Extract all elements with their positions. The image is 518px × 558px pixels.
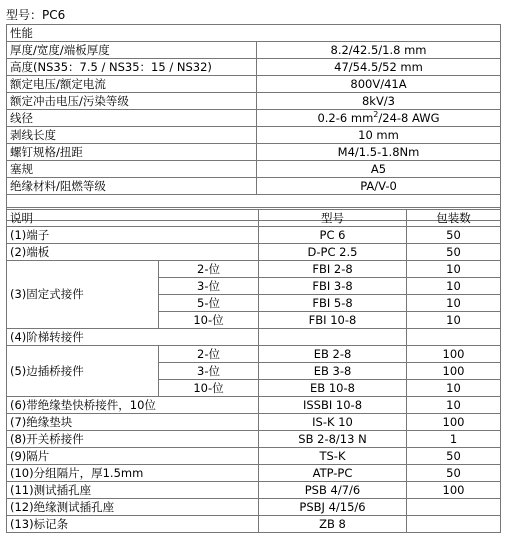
part-qty: 1	[407, 431, 501, 448]
spec-row	[7, 161, 501, 178]
part-desc-group: (5)边插桥接件	[7, 346, 159, 397]
part-qty: 100	[407, 414, 501, 431]
table-row	[7, 414, 501, 431]
part-desc: (4)阶梯转接件	[7, 329, 259, 346]
spec-label: 厚度/宽度/端板厚度	[7, 42, 257, 59]
spec-row	[7, 127, 501, 144]
table-row	[7, 448, 501, 465]
spec-value: 8.2/42.5/1.8 mm	[257, 42, 501, 59]
table-row	[7, 431, 501, 448]
wire-gauge-main: 0.2-6 mm	[317, 110, 374, 125]
spec-value: PA/V-0	[257, 178, 501, 195]
spec-value: M4/1.5-1.8Nm	[257, 144, 501, 161]
part-sub: 2-位	[159, 261, 259, 278]
part-desc: (9)隔片	[7, 448, 259, 465]
part-model: FBI 10-8	[259, 312, 407, 329]
part-qty: 10	[407, 278, 501, 295]
spec-row	[7, 178, 501, 195]
spec-value: 47/54.5/52 mm	[257, 59, 501, 76]
table-row	[7, 465, 501, 482]
blank-cell	[7, 195, 501, 208]
part-model: TS-K	[259, 448, 407, 465]
table-row	[7, 244, 501, 261]
part-desc: (12)绝缘测试插孔座	[7, 499, 259, 516]
spec-label: 绝缘材料/阻燃等级	[7, 178, 257, 195]
spec-row	[7, 59, 501, 76]
section-title: 性能	[7, 25, 501, 42]
table-row	[7, 346, 501, 363]
table-row	[7, 261, 501, 278]
part-desc: (8)开关桥接件	[7, 431, 259, 448]
part-sub: 3-位	[159, 363, 259, 380]
part-sub: 10-位	[159, 380, 259, 397]
specs-section-header	[7, 25, 501, 42]
part-sub: 3-位	[159, 278, 259, 295]
part-qty	[407, 329, 501, 346]
part-model: SB 2-8/13 N	[259, 431, 407, 448]
spec-label: 剥线长度	[7, 127, 257, 144]
part-qty	[407, 516, 501, 533]
part-sub: 2-位	[159, 346, 259, 363]
parts-header-row	[7, 210, 501, 227]
table-row	[7, 397, 501, 414]
part-model: PC 6	[259, 227, 407, 244]
part-desc: (7)绝缘垫块	[7, 414, 259, 431]
part-model: EB 3-8	[259, 363, 407, 380]
part-qty: 10	[407, 397, 501, 414]
parts-table	[6, 209, 501, 533]
part-desc: (2)端板	[7, 244, 259, 261]
specs-table	[6, 24, 501, 221]
part-desc: (6)带绝缘垫快桥接件，10位	[7, 397, 259, 414]
part-qty: 100	[407, 363, 501, 380]
spec-value: 10 mm	[257, 127, 501, 144]
table-row	[7, 516, 501, 533]
part-desc: (1)端子	[7, 227, 259, 244]
wire-gauge-awg: /24-8 AWG	[378, 110, 440, 125]
part-qty: 50	[407, 465, 501, 482]
part-model: PSB 4/7/6	[259, 482, 407, 499]
part-desc: (11)测试插孔座	[7, 482, 259, 499]
part-sub: 10-位	[159, 312, 259, 329]
part-qty: 10	[407, 380, 501, 397]
table-row	[7, 329, 501, 346]
spec-label: 额定冲击电压/污染等级	[7, 93, 257, 110]
part-model: EB 2-8	[259, 346, 407, 363]
part-qty: 10	[407, 261, 501, 278]
part-desc-group: (3)固定式接件	[7, 261, 159, 329]
part-qty: 10	[407, 295, 501, 312]
spec-value: 8kV/3	[257, 93, 501, 110]
part-qty: 10	[407, 312, 501, 329]
part-qty	[407, 499, 501, 516]
part-model: D-PC 2.5	[259, 244, 407, 261]
part-model	[259, 329, 407, 346]
spec-value-wire	[257, 110, 501, 127]
table-row	[7, 227, 501, 244]
header-qty: 包装数	[407, 210, 501, 227]
part-qty: 50	[407, 448, 501, 465]
part-qty: 50	[407, 227, 501, 244]
wire-gauge-superscript: 2	[373, 109, 379, 119]
spec-label: 线径	[7, 110, 257, 127]
spec-label: 高度(NS35：7.5 / NS35：15 / NS32)	[7, 59, 257, 76]
part-model: ATP-PC	[259, 465, 407, 482]
spec-row	[7, 110, 501, 127]
spec-row	[7, 42, 501, 59]
spec-row	[7, 93, 501, 110]
spec-label: 螺钉规格/扭距	[7, 144, 257, 161]
spec-row	[7, 144, 501, 161]
part-model: PSBJ 4/15/6	[259, 499, 407, 516]
part-sub: 5-位	[159, 295, 259, 312]
model-title: 型号：PC6	[6, 8, 66, 22]
part-model: IS-K 10	[259, 414, 407, 431]
header-model: 型号	[259, 210, 407, 227]
spec-row	[7, 76, 501, 93]
spec-label: 额定电压/额定电流	[7, 76, 257, 93]
part-model: FBI 2-8	[259, 261, 407, 278]
part-qty: 100	[407, 482, 501, 499]
spec-label: 塞规	[7, 161, 257, 178]
part-desc: (10)分组隔片，厚1.5mm	[7, 465, 259, 482]
part-model: ZB 8	[259, 516, 407, 533]
table-row	[7, 482, 501, 499]
part-qty: 50	[407, 244, 501, 261]
part-model: ISSBI 10-8	[259, 397, 407, 414]
blank-row	[7, 195, 501, 208]
part-model: FBI 3-8	[259, 278, 407, 295]
spec-value: 800V/41A	[257, 76, 501, 93]
part-qty: 100	[407, 346, 501, 363]
table-row	[7, 499, 501, 516]
part-model: FBI 5-8	[259, 295, 407, 312]
part-desc: (13)标记条	[7, 516, 259, 533]
header-desc: 说明	[7, 210, 259, 227]
spec-value: A5	[257, 161, 501, 178]
part-model: EB 10-8	[259, 380, 407, 397]
